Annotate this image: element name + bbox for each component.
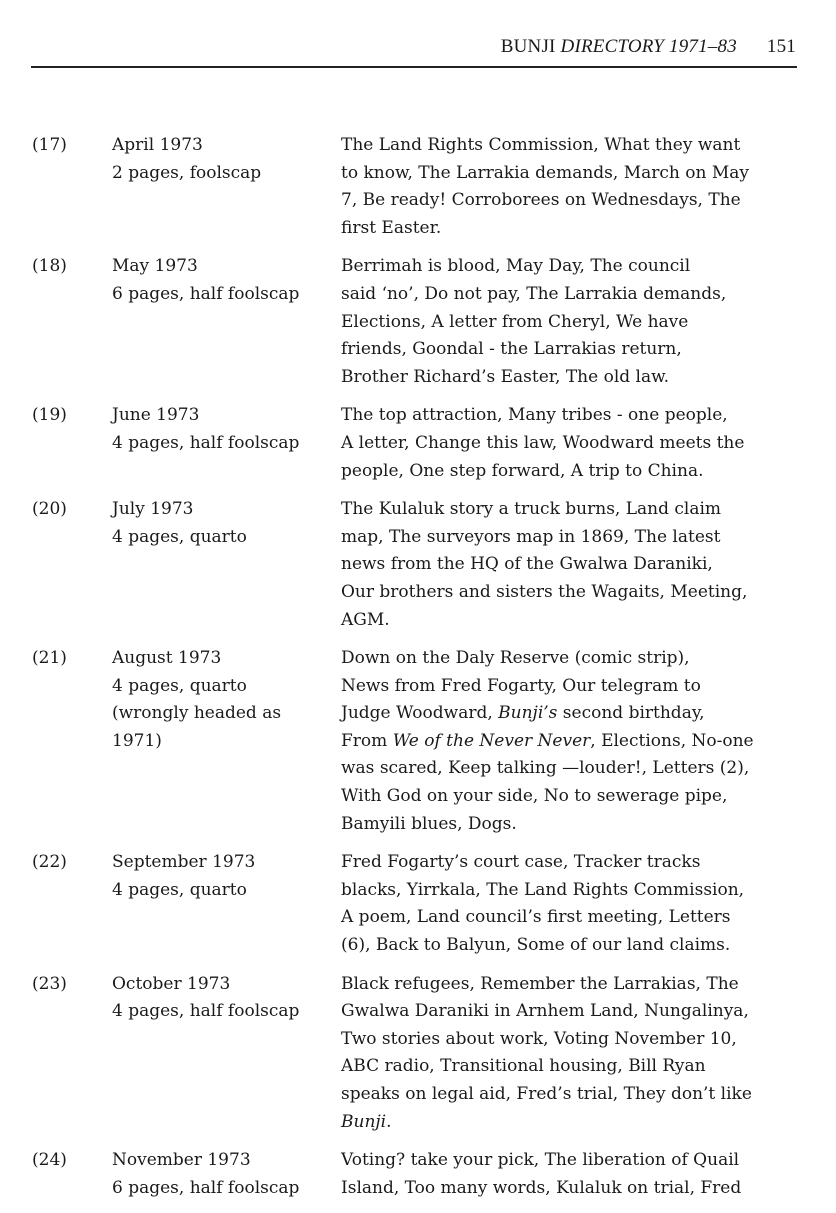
entry-contents: [341, 645, 803, 838]
entry-format-line: 1971): [112, 730, 162, 751]
italic-title: Bunji’s: [498, 703, 558, 724]
contents-line: [341, 932, 803, 960]
contents-line: [341, 1053, 803, 1081]
entry-contents: [341, 971, 803, 1137]
contents-text: , Elections, No-one: [590, 730, 754, 751]
contents-text: first Easter.: [341, 217, 442, 238]
contents-line: [341, 700, 803, 728]
contents-text: 7, Be ready! Corroborees on Wednesdays, The: [341, 190, 741, 211]
contents-text: The Kulaluk story a truck burns, Land claim: [341, 499, 722, 520]
contents-text: to know, The Larrakia demands, March on May: [341, 162, 749, 183]
entry-number: (20): [32, 499, 67, 520]
contents-text: Berrimah is blood, May Day, The council: [341, 256, 691, 277]
contents-line: [341, 132, 803, 160]
directory-entry: [0, 253, 836, 391]
contents-text: .: [386, 1111, 392, 1132]
directory-entry: [0, 971, 836, 1137]
contents-line: [341, 187, 803, 215]
contents-text: Two stories about work, Voting November 10,: [341, 1028, 737, 1049]
contents-line: [341, 849, 803, 877]
entry-number: (22): [32, 852, 67, 873]
contents-text: people, One step forward, A trip to China.: [341, 460, 704, 481]
entry-format-line: 4 pages, quarto: [112, 675, 247, 696]
contents-line: [341, 551, 803, 579]
entry-date: April 1973: [112, 135, 203, 155]
contents-text: From: [341, 730, 393, 751]
entry-number: (21): [32, 648, 67, 669]
contents-text: Our brothers and sisters the Wagaits, Meeting,: [341, 581, 748, 602]
contents-line: [341, 281, 803, 309]
entry-format-line: 4 pages, half foolscap: [112, 1001, 300, 1022]
contents-text: Bamyili blues, Dogs.: [341, 813, 517, 834]
contents-text: friends, Goondal - the Larrakias return,: [341, 339, 682, 360]
contents-line: [341, 811, 803, 839]
contents-text: Fred Fogarty’s court case, Tracker tracks: [341, 852, 701, 873]
contents-text: News from Fred Fogarty, Our telegram to: [341, 675, 701, 696]
entry-contents: [341, 849, 803, 959]
entry-number: (24): [32, 1150, 67, 1171]
entry-meta: [112, 132, 327, 187]
contents-text: Brother Richard’s Easter, The old law.: [341, 366, 670, 387]
entry-date: June 1973: [112, 405, 200, 426]
contents-text: Voting? take your pick, The liberation of Quail: [341, 1150, 740, 1171]
entry-format-line: 6 pages, half foolscap: [112, 1177, 300, 1198]
contents-line: [341, 496, 803, 524]
contents-text: map, The surveyors map in 1869, The latest: [341, 526, 721, 547]
entry-meta: [112, 496, 327, 551]
entry-contents: [341, 496, 803, 634]
italic-title: We of the Never Never: [392, 730, 591, 751]
contents-text: news from the HQ of the Gwalwa Daraniki,: [341, 554, 713, 575]
entry-format-line: (wrongly headed as: [112, 703, 282, 724]
contents-line: [341, 1175, 803, 1203]
contents-line: [341, 402, 803, 430]
contents-line: [341, 645, 803, 673]
contents-text: The Land Rights Commission, What they want: [341, 135, 741, 155]
entry-contents: [341, 132, 803, 242]
entry-date: November 1973: [112, 1150, 251, 1171]
contents-line: [341, 364, 803, 392]
contents-line: [341, 673, 803, 701]
header-rule: [31, 66, 797, 68]
entry-date: September 1973: [112, 852, 256, 873]
contents-text: speaks on legal aid, Fred’s trial, They don’t like: [341, 1084, 752, 1104]
contents-text: said ‘no’, Do not pay, The Larrakia demands,: [341, 283, 727, 304]
entry-date: October 1973: [112, 973, 231, 994]
contents-line: [341, 336, 803, 364]
directory-entry: [0, 645, 836, 838]
contents-text: Judge Woodward,: [341, 703, 499, 724]
running-head-title-italic: DIRECTORY 1971–83: [560, 36, 737, 57]
entry-meta: [112, 253, 327, 308]
contents-line: [341, 755, 803, 783]
contents-text: AGM.: [341, 609, 390, 630]
contents-text: blacks, Yirrkala, The Land Rights Commission,: [341, 879, 745, 900]
contents-line: [341, 877, 803, 905]
entry-format-line: 4 pages, half foolscap: [112, 432, 300, 453]
directory-entry: [0, 496, 836, 634]
entry-number: (23): [32, 973, 67, 994]
contents-text: With God on your side, No to sewerage pipe,: [341, 786, 728, 807]
contents-line: [341, 971, 803, 999]
contents-line: [341, 607, 803, 635]
contents-line: [341, 579, 803, 607]
contents-line: [341, 1081, 803, 1109]
contents-text: was scared, Keep talking —louder!, Letters (2),: [341, 758, 750, 779]
contents-line: [341, 430, 803, 458]
contents-text: Black refugees, Remember the Larrakias, The: [341, 973, 739, 994]
contents-text: The top attraction, Many tribes - one people,: [341, 405, 728, 426]
directory-entry: [0, 849, 836, 959]
entry-format-line: 4 pages, quarto: [112, 526, 247, 547]
contents-line: [341, 458, 803, 486]
directory-entry: [0, 132, 836, 242]
page-number: 151: [766, 36, 796, 57]
entry-meta: [112, 971, 327, 1026]
entry-number: (17): [32, 135, 67, 155]
contents-line: [341, 1026, 803, 1054]
entry-meta: [112, 645, 327, 755]
contents-line: [341, 524, 803, 552]
contents-text: second birthday,: [557, 703, 705, 724]
directory-entry: [0, 402, 836, 485]
contents-text: Down on the Daly Reserve (comic strip),: [341, 648, 690, 669]
entry-number: (19): [32, 405, 67, 426]
contents-line: [341, 904, 803, 932]
contents-line: [341, 728, 803, 756]
entry-format-line: 4 pages, quarto: [112, 879, 247, 900]
entry-contents: [341, 253, 803, 391]
contents-line: [341, 215, 803, 243]
entry-contents: [341, 1147, 803, 1202]
entry-format-line: 6 pages, half foolscap: [112, 283, 300, 304]
contents-text: Island, Too many words, Kulaluk on trial, Fred: [341, 1177, 742, 1198]
directory-entries: [0, 132, 836, 1213]
entry-meta: [112, 402, 327, 457]
contents-line: [341, 1147, 803, 1175]
contents-line: [341, 1109, 803, 1137]
contents-line: [341, 160, 803, 188]
running-head: [501, 36, 796, 58]
contents-text: Gwalwa Daraniki in Arnhem Land, Nungalinya,: [341, 1001, 749, 1022]
entry-date: July 1973: [112, 499, 194, 520]
italic-title: Bunji: [341, 1111, 387, 1132]
contents-line: [341, 998, 803, 1026]
contents-text: ABC radio, Transitional housing, Bill Ryan: [341, 1056, 706, 1077]
entry-meta: [112, 849, 327, 904]
entry-meta: [112, 1147, 327, 1202]
contents-text: A letter, Change this law, Woodward meets the: [341, 432, 745, 453]
entry-number: (18): [32, 256, 67, 277]
entry-format-line: 2 pages, foolscap: [112, 162, 262, 183]
contents-text: A poem, Land council’s first meeting, Letters: [341, 907, 731, 928]
entry-date: May 1973: [112, 256, 198, 277]
contents-text: (6), Back to Balyun, Some of our land claims.: [341, 935, 731, 956]
contents-text: Elections, A letter from Cheryl, We have: [341, 311, 689, 332]
entry-contents: [341, 402, 803, 485]
contents-line: [341, 309, 803, 337]
contents-line: [341, 253, 803, 281]
entry-date: August 1973: [112, 648, 222, 669]
running-head-title-plain: BUNJI: [500, 36, 561, 57]
directory-entry: [0, 1147, 836, 1202]
contents-line: [341, 783, 803, 811]
